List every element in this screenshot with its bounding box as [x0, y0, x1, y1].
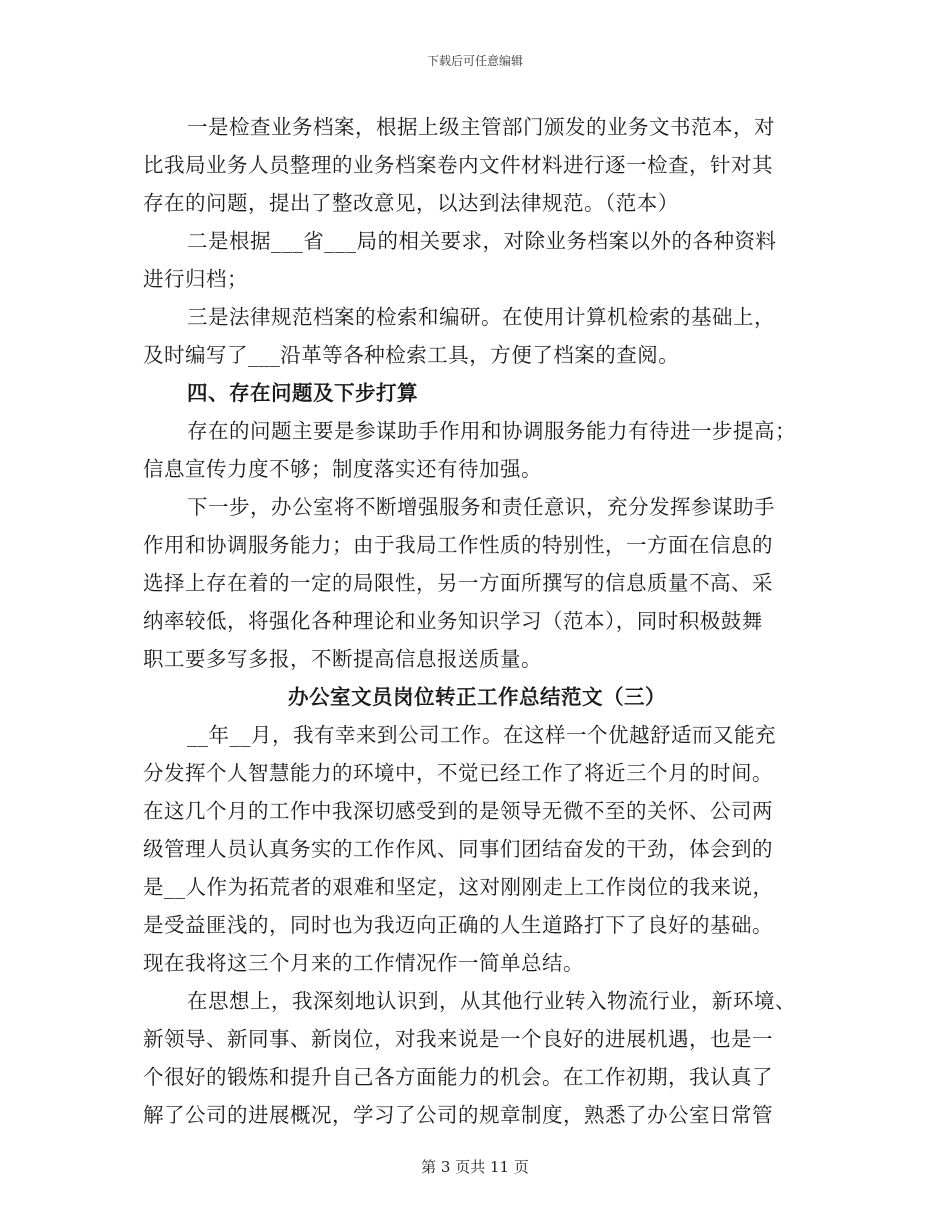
text-line: 分发挥个人智慧能力的环境中，不觉已经工作了将近三个月的时间。: [143, 761, 773, 785]
text-line: __年__月，我有幸来到公司工作。在这样一个优越舒适而又能充: [187, 723, 776, 747]
text-line: 存在的问题主要是参谋助手作用和协调服务能力有待进一步提高；: [187, 419, 796, 443]
text-line: 信息宣传力度不够；制度落实还有待加强。: [143, 457, 542, 481]
text-line: 作用和协调服务能力；由于我局工作性质的特别性，一方面在信息的: [143, 533, 773, 557]
text-line: 在这几个月的工作中我深切感受到的是领导无微不至的关怀、公司两: [143, 799, 773, 823]
text-line: 二是根据___省___局的相关要求，对除业务档案以外的各种资料: [187, 229, 777, 253]
page-header: 下载后可任意编辑: [426, 54, 523, 68]
text-line: 新领导、新同事、新岗位，对我来说是一个良好的进展机遇，也是一: [143, 1027, 773, 1051]
text-line: 职工要多写多报，不断提高信息报送质量。: [143, 647, 542, 671]
page-footer: 第 3 页共 11 页: [421, 1158, 529, 1176]
text-line: 及时编写了___沿革等各种检索工具，方便了档案的查阅。: [143, 343, 680, 367]
text-line: 选择上存在着的一定的局限性，另一方面所撰写的信息质量不高、采: [143, 571, 773, 595]
text-line: 级管理人员认真务实的工作作风、同事们团结奋发的干劲，体会到的: [143, 837, 773, 861]
text-line: 个很好的锻炼和提升自己各方面能力的机会。在工作初期，我认真了: [143, 1065, 773, 1089]
text-line: 纳率较低，将强化各种理论和业务知识学习（范本），同时积极鼓舞: [143, 609, 763, 633]
text-line: 下一步，办公室将不断增强服务和责任意识，充分发挥参谋助手: [187, 495, 775, 519]
text-line: 存在的问题，提出了整改意见，以达到法律规范。（范本）: [143, 191, 679, 215]
text-line: 一是检查业务档案，根据上级主管部门颁发的业务文书范本，对: [187, 115, 775, 139]
text-line: 现在我将这三个月来的工作情况作一简单总结。: [143, 951, 584, 975]
text-line: 是__人作为拓荒者的艰难和坚定，这对刚刚走上工作岗位的我来说，: [143, 875, 774, 899]
text-line: 解了公司的进展概况，学习了公司的规章制度，熟悉了办公室日常管: [143, 1103, 773, 1127]
text-line: 进行归档；: [143, 267, 248, 291]
text-line: 是受益匪浅的，同时也为我迈向正确的人生道路打下了良好的基础。: [143, 913, 773, 937]
text-line: 三是法律规范档案的检索和编研。在使用计算机检索的基础上，: [187, 305, 775, 329]
text-line: 比我局业务人员整理的业务档案卷内文件材料进行逐一检查，针对其: [143, 153, 773, 177]
document-body: [143, 108, 811, 1134]
section-heading: 办公室文员岗位转正工作总结范文（三）: [288, 685, 666, 709]
section-heading: 四、存在问题及下步打算: [187, 381, 418, 405]
text-line: 在思想上，我深刻地认识到，从其他行业转入物流行业，新环境、: [187, 989, 796, 1013]
